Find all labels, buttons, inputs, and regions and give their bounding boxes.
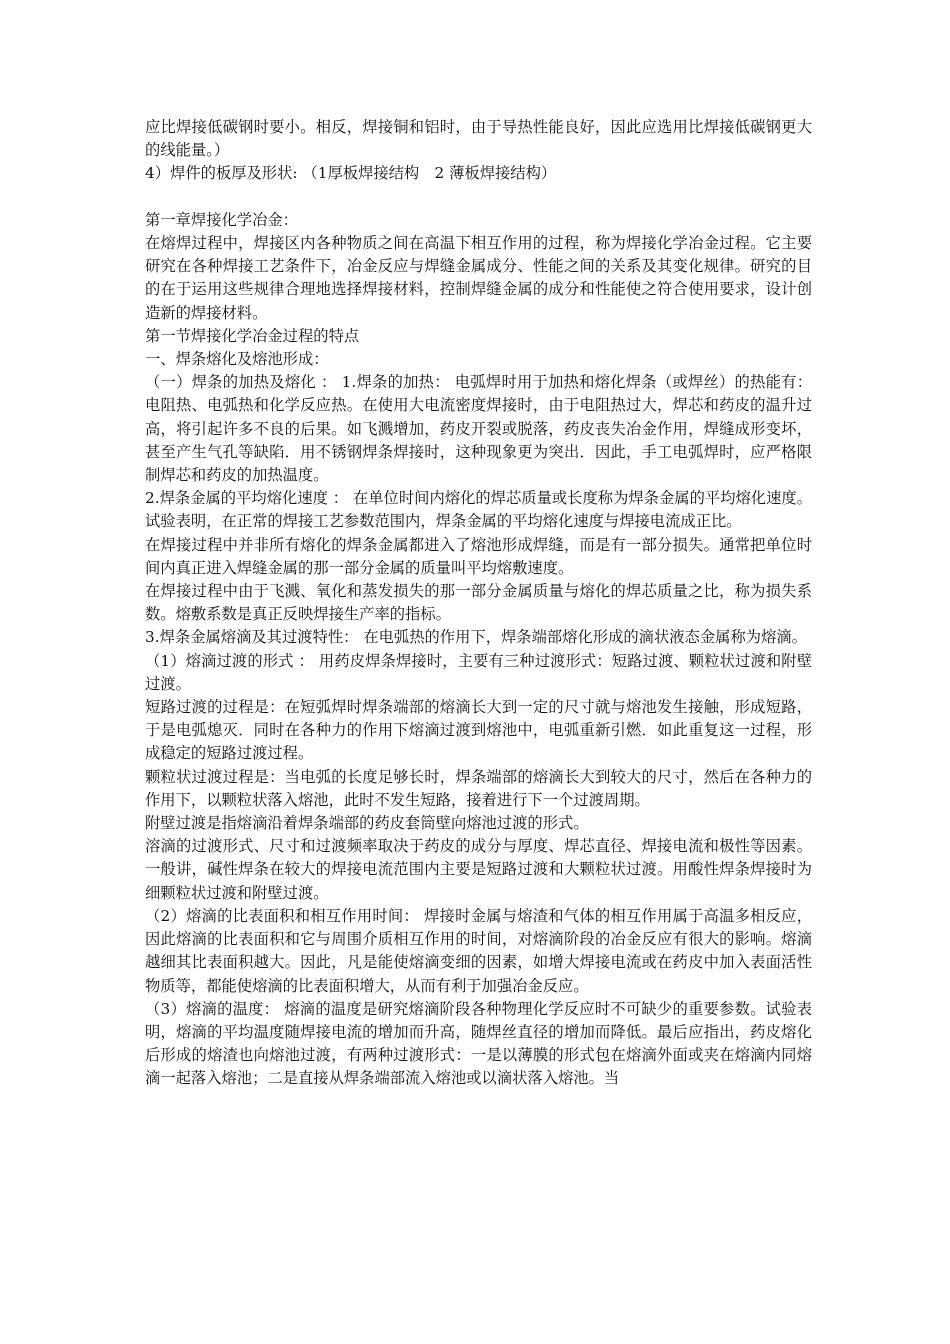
section-title: 第一节焊接化学冶金过程的特点	[145, 326, 360, 345]
paragraph: （1）熔滴过渡的形式 ： 用药皮焊条焊接时，主要有三种过渡形式：短路过渡、颗粒状过渡和附壁过渡。	[145, 651, 812, 693]
subsection-title: 一、焊条熔化及熔池形成：	[145, 350, 329, 369]
paragraph: （一）焊条的加热及熔化 ： 1.焊条的加热： 电弧焊时用于加热和熔化焊条（或焊丝）的热能有：电阻热、电弧热和化学反应热。在使用大电流密度焊接时，由于电阻热过大，焊芯和药皮的温升过高，将引起许多不良的后果。如飞溅增加，药皮开裂或脱落，药皮丧失冶金作用，焊缝成形变坏，甚至产生气孔等缺陷．用不锈钢焊条焊接时，这种现象更为突出．因此，手工电弧焊时，应严格限制焊芯和药皮的加热温度。	[145, 373, 812, 485]
paragraph: （3）熔滴的温度： 熔滴的温度是研究熔滴阶段各种物理化学反应时不可缺少的重要参数。试验表明，熔滴的平均温度随焊接电流的增加而升高，随焊丝直径的增加而降低。最后应指出，药皮熔化后形成的熔渣也向熔池过渡，有两种过渡形式：一是以薄膜的形式包在熔滴外面或夹在熔滴内同熔滴一起落入熔池；二是直接从焊条端部流入熔池或以滴状落入熔池。当	[145, 999, 812, 1088]
paragraph: 短路过渡的过程是：在短弧焊时焊条端部的熔滴长大到一定的尺寸就与熔池发生接触，形成短路，于是电弧熄灭．同时在各种力的作用下熔滴过渡到熔池中，电弧重新引燃．如此重复这一过程，形成稳定的短路过渡过程。	[145, 698, 812, 763]
paragraph: 在焊接过程中并非所有熔化的焊条金属都进入了熔池形成焊缝，而是有一部分损失。通常把单位时间内真正进入焊缝金属的那一部分金属的质量叫平均熔敷速度。	[145, 535, 812, 577]
paragraph: 3.焊条金属熔滴及其过渡特性： 在电弧热的作用下，焊条端部熔化形成的滴状液态金属称为熔滴。	[145, 628, 807, 647]
paragraph: 在熔焊过程中，焊接区内各种物质之间在高温下相互作用的过程，称为焊接化学冶金过程。它主要研究在各种焊接工艺条件下，冶金反应与焊缝金属成分、性能之间的关系及其变化规律。研究的目的在于运用这些规律合理地选择焊接材料，控制焊缝金属的成分和性能使之符合使用要求，设计创造新的焊接材料。	[145, 234, 812, 322]
chapter-title: 第一章焊接化学冶金：	[145, 210, 298, 229]
paragraph: （2）熔滴的比表面积和相互作用时间： 焊接时金属与熔渣和气体的相互作用属于高温多相反应，因此熔滴的比表面积和它与周围介质相互作用的时间，对熔滴阶段的冶金反应有很大的影响。熔滴越细其比表面积越大。因此，凡是能使熔滴变细的因素，如增大焊接电流或在药皮中加入表面活性物质等，都能使熔滴的比表面积增大，从而有利于加强冶金反应。	[145, 906, 812, 995]
paragraph: 在焊接过程中由于飞溅、氧化和蒸发损失的那一部分金属质量与熔化的焊芯质量之比，称为损失系数。熔敷系数是真正反映焊接生产率的指标。	[145, 582, 812, 624]
paragraph: 应比焊接低碳钢时要小。相反，焊接铜和铝时，由于导热性能良好，因此应选用比焊接低碳钢更大的线能量。）	[145, 118, 812, 160]
paragraph: 附壁过渡是指熔滴沿着焊条端部的药皮套筒壁向熔池过渡的形式。	[145, 814, 589, 833]
paragraph: 颗粒状过渡过程是：当电弧的长度足够长时，焊条端部的熔滴长大到较大的尺寸，然后在各种力的作用下，以颗粒状落入熔池，此时不发生短路，接着进行下一个过渡周期。	[145, 767, 812, 809]
paragraph: 溶滴的过渡形式、尺寸和过渡频率取决于药皮的成分与厚度、焊芯直径、焊接电流和极性等因素。一般讲，碱性焊条在较大的焊接电流范围内主要是短路过渡和大颗粒状过渡。用酸性焊条焊接时为细颗粒状过渡和附壁过渡。	[145, 837, 812, 902]
paragraph: 4）焊件的板厚及形状: （1厚板焊接结构 2 薄板焊接结构）	[145, 164, 557, 183]
blank-line	[145, 186, 812, 209]
paragraph: 2.焊条金属的平均熔化速度 ： 在单位时间内熔化的焊芯质量或长度称为焊条金属的平均熔化速度。试验表明，在正常的焊接工艺参数范围内，焊条金属的平均熔化速度与焊接电流成正比。	[145, 489, 812, 531]
document-body	[145, 116, 812, 1091]
